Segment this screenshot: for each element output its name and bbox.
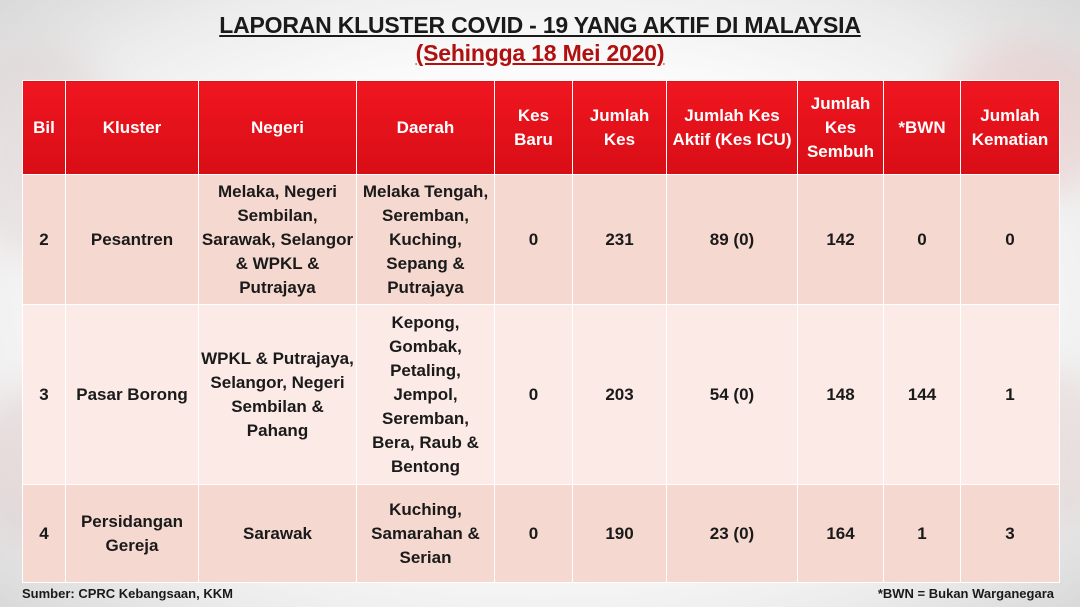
cell-kluster: Persidangan Gereja xyxy=(66,485,199,583)
cell-bwn: 0 xyxy=(884,175,961,305)
cell-jumlah-kematian: 0 xyxy=(961,175,1060,305)
cell-jumlah-kes-sembuh: 142 xyxy=(798,175,884,305)
cell-jumlah-kes-aktif: 89 (0) xyxy=(667,175,798,305)
header-jumlah-kes-aktif: Jumlah Kes Aktif (Kes ICU) xyxy=(667,81,798,175)
cell-kluster: Pasar Borong xyxy=(66,305,199,485)
cell-daerah: Kepong, Gombak, Petaling, Jempol, Seremban, Bera, Raub & Bentong xyxy=(357,305,495,485)
cell-kluster: Pesantren xyxy=(66,175,199,305)
source-note: Sumber: CPRC Kebangsaan, KKM xyxy=(22,586,233,601)
cell-kes-baru: 0 xyxy=(495,485,573,583)
header-kes-baru: Kes Baru xyxy=(495,81,573,175)
cluster-table xyxy=(22,80,1060,583)
cell-jumlah-kes: 231 xyxy=(573,175,667,305)
header-bwn: *BWN xyxy=(884,81,961,175)
cell-bwn: 144 xyxy=(884,305,961,485)
cell-bil: 4 xyxy=(23,485,66,583)
cell-jumlah-kes-aktif: 54 (0) xyxy=(667,305,798,485)
cell-bil: 3 xyxy=(23,305,66,485)
cell-kes-baru: 0 xyxy=(495,175,573,305)
cell-jumlah-kematian: 3 xyxy=(961,485,1060,583)
table-row xyxy=(23,485,1060,583)
cell-bil: 2 xyxy=(23,175,66,305)
header-jumlah-kes: Jumlah Kes xyxy=(573,81,667,175)
cell-jumlah-kes: 203 xyxy=(573,305,667,485)
cell-jumlah-kematian: 1 xyxy=(961,305,1060,485)
cell-jumlah-kes-aktif: 23 (0) xyxy=(667,485,798,583)
cell-daerah: Kuching, Samarahan & Serian xyxy=(357,485,495,583)
page-title: LAPORAN KLUSTER COVID - 19 YANG AKTIF DI MALAYSIA xyxy=(219,12,861,38)
cell-negeri: WPKL & Putrajaya, Selangor, Negeri Sembilan & Pahang xyxy=(199,305,357,485)
bwn-legend-note: *BWN = Bukan Warganegara xyxy=(877,586,1054,601)
cell-jumlah-kes-sembuh: 148 xyxy=(798,305,884,485)
header-daerah: Daerah xyxy=(357,81,495,175)
cell-negeri: Melaka, Negeri Sembilan, Sarawak, Selangor & WPKL & Putrajaya xyxy=(199,175,357,305)
table-row xyxy=(23,175,1060,305)
cell-bwn: 1 xyxy=(884,485,961,583)
header-negeri: Negeri xyxy=(199,81,357,175)
cell-jumlah-kes: 190 xyxy=(573,485,667,583)
header-jumlah-kes-sembuh: Jumlah Kes Sembuh xyxy=(798,81,884,175)
cell-jumlah-kes-sembuh: 164 xyxy=(798,485,884,583)
table-header-row xyxy=(23,81,1060,175)
cell-daerah: Melaka Tengah, Seremban, Kuching, Sepang & Putrajaya xyxy=(357,175,495,305)
header-jumlah-kematian: Jumlah Kematian xyxy=(961,81,1060,175)
cell-negeri: Sarawak xyxy=(199,485,357,583)
table-row xyxy=(23,305,1060,485)
cell-kes-baru: 0 xyxy=(495,305,573,485)
header-bil: Bil xyxy=(23,81,66,175)
page-subtitle: (Sehingga 18 Mei 2020) xyxy=(415,40,665,66)
header-kluster: Kluster xyxy=(66,81,199,175)
